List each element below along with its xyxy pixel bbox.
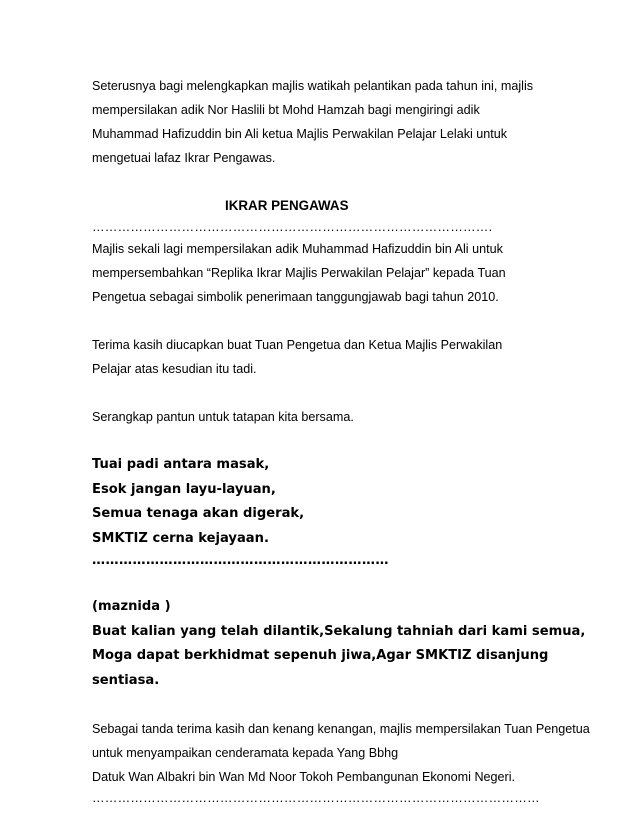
text-line: Sebagai tanda terima kasih dan kenang kenangan, majlis mempersilakan Tuan Pengetua (92, 722, 590, 736)
text-line: Serangkap pantun untuk tatapan kita bersama. (92, 410, 354, 424)
pantun-line: Semua tenaga akan digerak, (92, 506, 305, 521)
poem-author: (maznida ) (92, 599, 171, 614)
intro-paragraph (92, 74, 612, 170)
text-line: Terima kasih diucapkan buat Tuan Pengetua dan Ketua Majlis Perwakilan (92, 338, 503, 352)
thanks-paragraph (92, 333, 612, 381)
document-page (92, 74, 612, 808)
text-line: mengetuai lafaz Ikrar Pengawas. (92, 151, 276, 165)
paragraph-spacer (92, 170, 612, 194)
paragraph-spacer (92, 309, 612, 333)
text-line: Seterusnya bagi melengkapkan majlis watikah pelantikan pada tahun ini, majlis (92, 79, 534, 93)
dotted-separator: …………………………………………………………………………………. (92, 220, 493, 234)
souvenir-paragraph (92, 717, 612, 789)
pantun-line: Esok jangan layu-layuan, (92, 481, 276, 497)
replica-paragraph (92, 237, 612, 309)
text-line: Datuk Wan Albakri bin Wan Md Noor Tokoh Pembangunan Ekonomi Negeri. (92, 770, 516, 784)
text-line: Muhammad Hafizuddin bin Ali ketua Majlis Perwakilan Pelajar Lelaki untuk (92, 127, 508, 141)
text-line: Majlis sekali lagi mempersilakan adik Muhammad Hafizuddin bin Ali untuk (92, 242, 503, 256)
poem-block (92, 595, 612, 693)
text-line: Pengetua sebagai simbolik penerimaan tanggungjawab bagi tahun 2010. (92, 290, 499, 304)
paragraph-spacer (92, 693, 612, 717)
text-line: mempersembahkan “Replika Ikrar Majlis Perwakilan Pelajar” kepada Tuan (92, 266, 506, 280)
dotted-separator: …………………………………………………………………………………………… (92, 791, 540, 805)
pantun-line: Tuai padi antara masak, (92, 457, 270, 472)
paragraph-spacer (92, 381, 612, 405)
section-heading: IKRAR PENGAWAS (225, 198, 349, 213)
poem-line: Moga dapat berkhidmat sepenuh jiwa,Agar SMKTIZ disanjung (92, 648, 549, 663)
poem-line: Buat kalian yang telah dilantik,Sekalung tahniah dari kami semua, (92, 623, 586, 639)
text-line: Pelajar atas kesudian itu tadi. (92, 362, 257, 376)
text-line: untuk menyampaikan cenderamata kepada Yang Bbhg (92, 746, 399, 760)
text-line: mempersilakan adik Nor Haslili bt Mohd Hamzah bagi mengiringi adik (92, 103, 480, 117)
paragraph-spacer (92, 429, 612, 453)
pantun-line: SMKTIZ cerna kejayaan. (92, 530, 269, 546)
pantun-intro-paragraph (92, 405, 612, 429)
poem-line: sentiasa. (92, 672, 160, 688)
pantun-block (92, 453, 612, 571)
dotted-separator: ………………………………………………………… (92, 553, 389, 568)
paragraph-spacer (92, 571, 612, 595)
